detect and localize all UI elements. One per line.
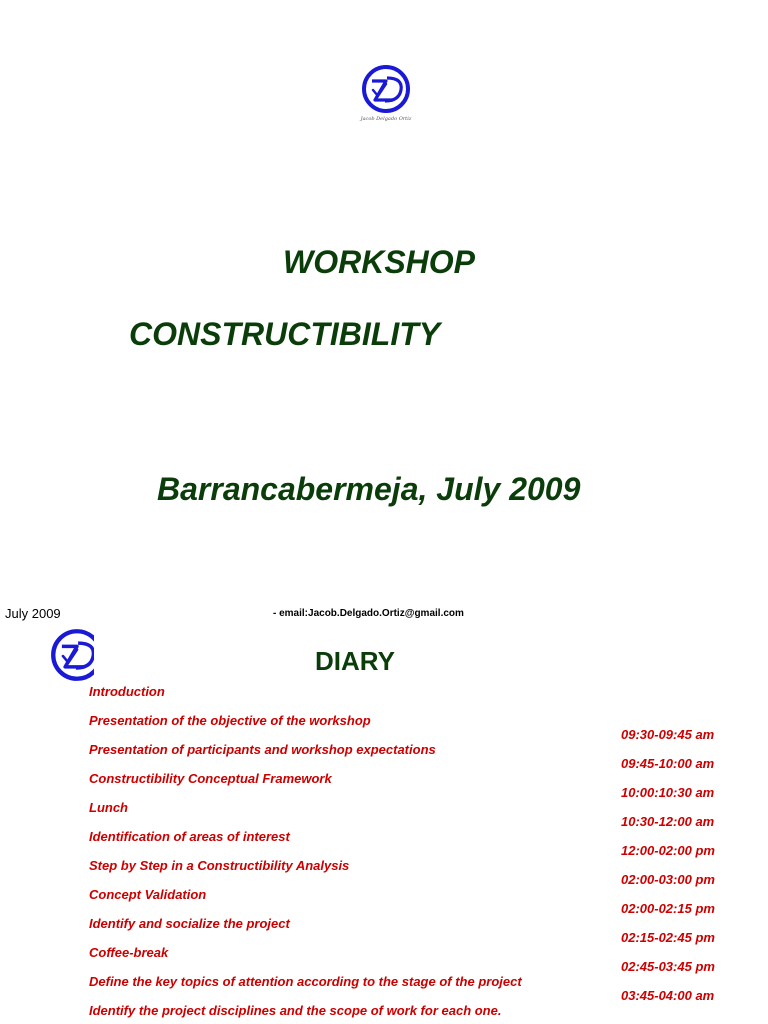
agenda-item: Presentation of participants and workshop expectations <box>89 742 436 757</box>
cover-title-workshop: WORKSHOP <box>283 244 475 280</box>
agenda-item: Identification of areas of interest <box>89 829 290 844</box>
agenda-time: 10:30-12:00 am <box>621 814 715 829</box>
jdo-logo-icon <box>361 64 411 114</box>
agenda-item: Introduction <box>89 684 165 699</box>
agenda-time: 09:30-09:45 am <box>621 727 715 742</box>
agenda-time: 12:00-02:00 pm <box>621 843 715 858</box>
agenda-item: Presentation of the objective of the workshop <box>89 713 371 728</box>
cover-place-date: Barrancabermeja, July 2009 <box>157 471 581 507</box>
footer-email: - email:Jacob.Delgado.Ortiz@gmail.com <box>273 608 464 619</box>
agenda-time: 02:00-03:00 pm <box>621 872 715 887</box>
agenda-item: Identify and socialize the project <box>89 916 290 931</box>
agenda-time: 03:45-04:00 am <box>621 988 715 1003</box>
footer-date: July 2009 <box>5 606 61 621</box>
diary-heading: DIARY <box>315 646 395 676</box>
agenda-item: Constructibility Conceptual Framework <box>89 771 332 786</box>
agenda-item: Define the key topics of attention according to the stage of the project <box>89 974 522 989</box>
agenda-time: 02:00-02:15 pm <box>621 901 715 916</box>
agenda-time: 02:45-03:45 pm <box>621 959 715 974</box>
agenda-time: 10:00:10:30 am <box>621 785 715 800</box>
agenda-item: Lunch <box>89 800 128 815</box>
agenda-item: Step by Step in a Constructibility Analysis <box>89 858 350 873</box>
agenda-time: 02:15-02:45 pm <box>621 930 715 945</box>
agenda-item: Concept Validation <box>89 887 207 902</box>
jdo-logo-small-icon <box>50 628 94 682</box>
agenda-item: Coffee-break <box>89 945 169 960</box>
agenda-item: Identify the project disciplines and the scope of work for each one. <box>89 1003 502 1018</box>
agenda-time: 09:45-10:00 am <box>621 756 715 771</box>
cover-title-constructibility: CONSTRUCTIBILITY <box>129 316 441 352</box>
logo-caption: Jacob Delgado Ortiz <box>360 116 412 122</box>
